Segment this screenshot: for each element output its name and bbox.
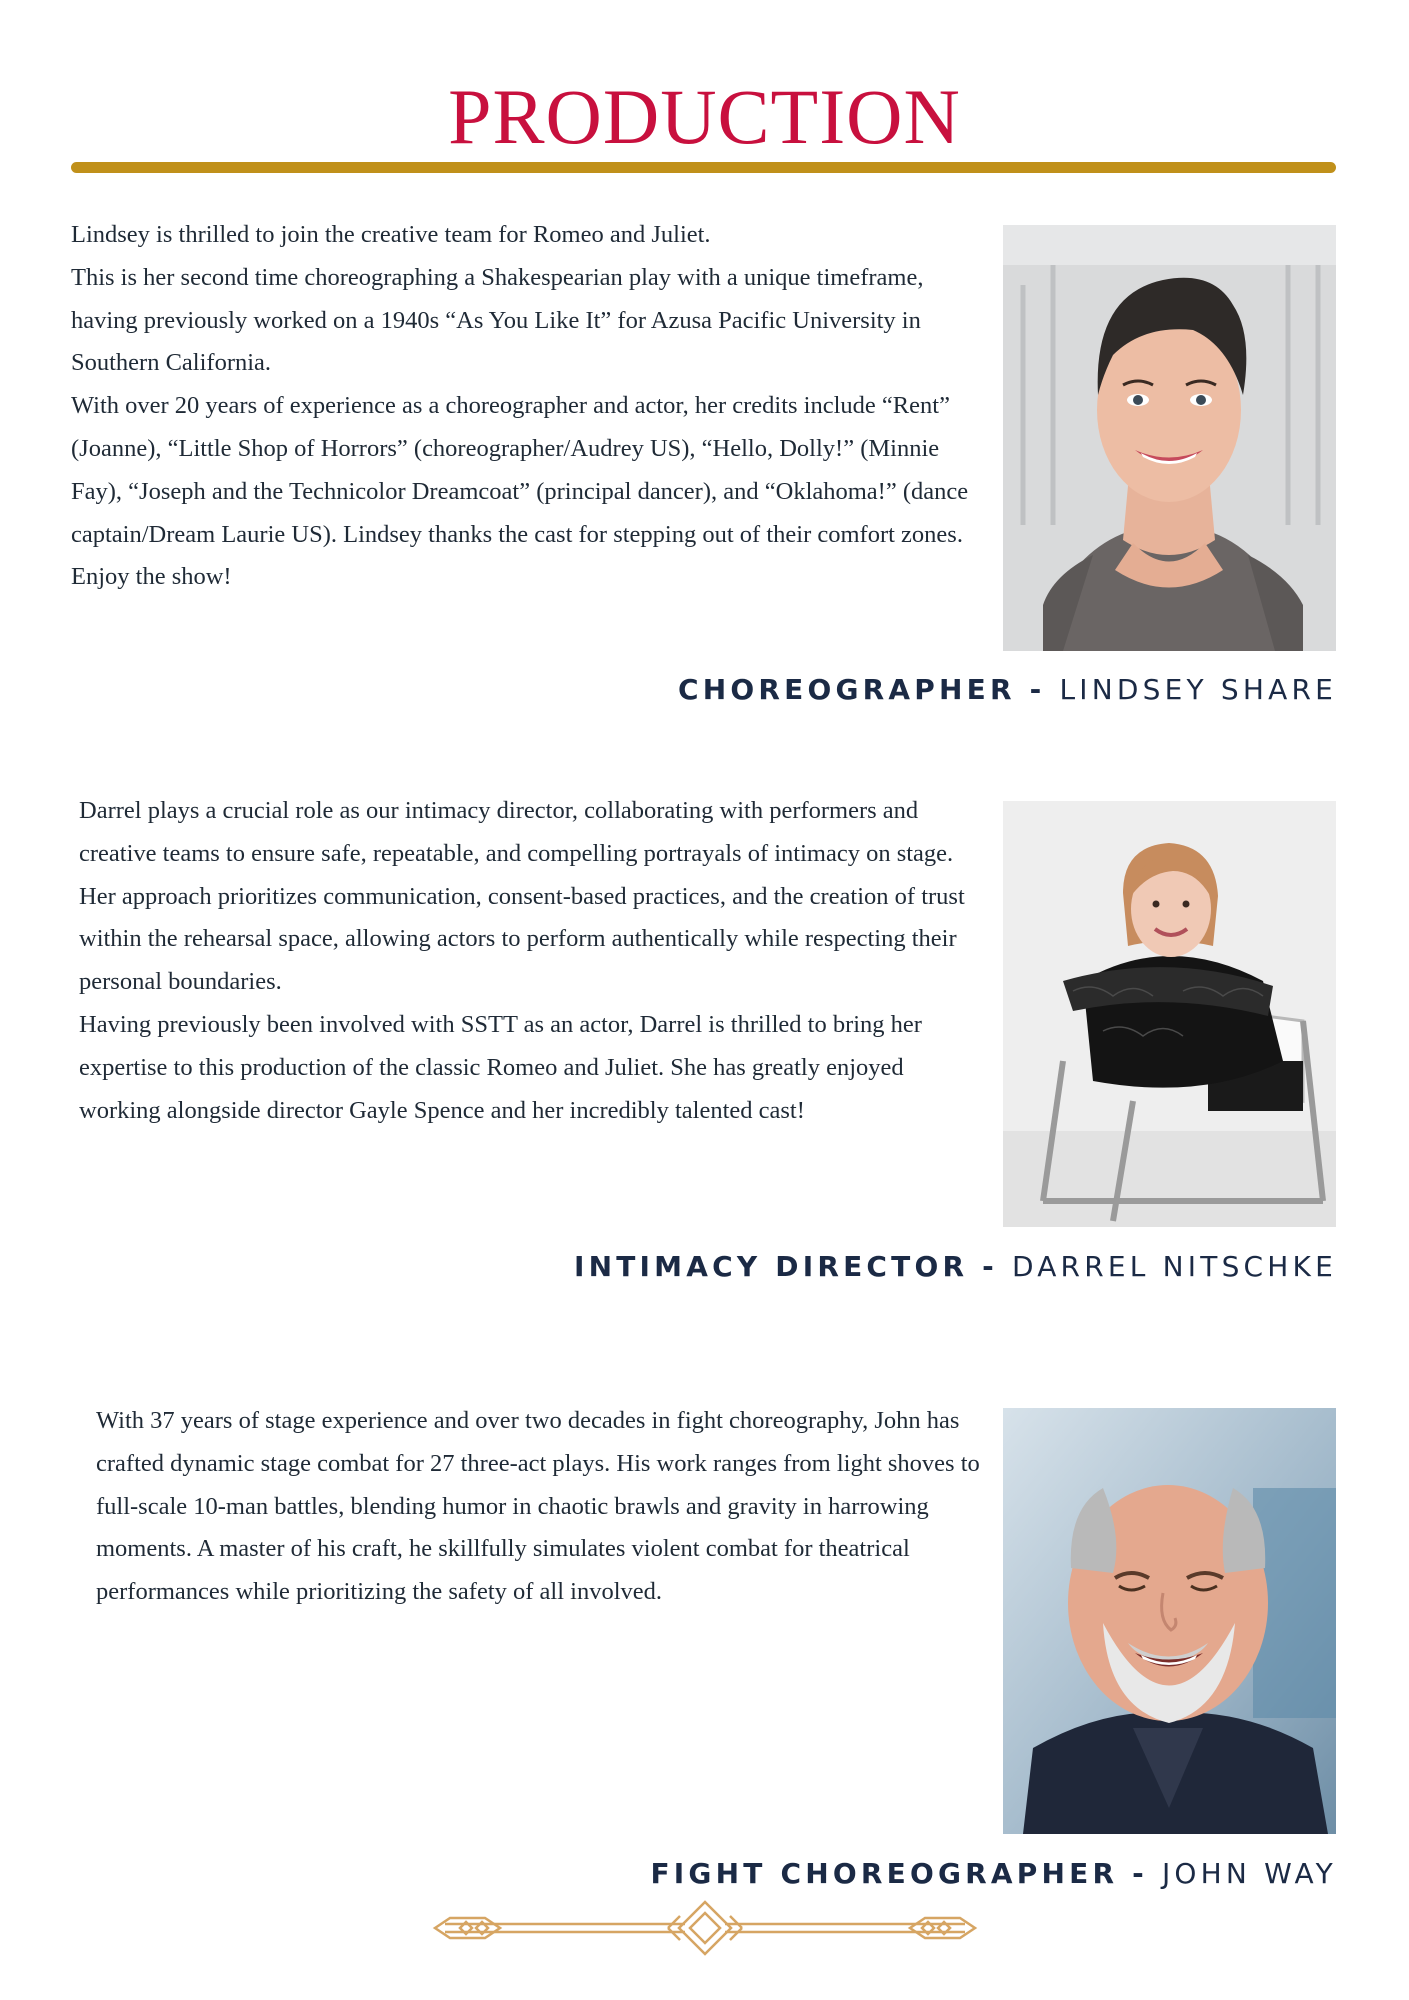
bio-paragraph: With 37 years of stage experience and over two decades in fight choreography, John has crafted dynamic stage combat for 27 three-act plays. His work ranges from light shoves to full-scale 10-man battles, blending humor in chaotic brawls and gravity in harrowing moments. A master of his craft, he skillfully simulates violent combat for theatrical performances while prioritizing the safety of all involved. — [96, 1407, 980, 1606]
choreographer-photo — [1003, 225, 1336, 651]
role-title: INTIMACY DIRECTOR — [573, 1250, 969, 1283]
person-name: JOHN WAY — [1161, 1857, 1337, 1890]
art-deco-ornament — [430, 1900, 980, 1956]
fight-choreographer-photo — [1003, 1408, 1336, 1834]
role-title: CHOREOGRAPHER — [677, 673, 1016, 706]
bio-paragraph: Darrel plays a crucial role as our intimacy director, collaborating with performers and creative teams to ensure safe, repeatable, and compelling portrayals of intimacy on stage. Her approach prioritizes communication, consent-based practices, and the creation of trust within the rehearsal space, allowing actors to perform authentically while respecting their personal boundaries. — [79, 797, 965, 996]
person-name: LINDSEY SHARE — [1059, 673, 1337, 706]
intimacy-director-credit — [574, 1250, 1337, 1283]
page-title: PRODUCTION — [448, 73, 961, 160]
intimacy-director-photo — [1003, 801, 1336, 1227]
choreographer-credit — [678, 673, 1337, 706]
fight-choreographer-bio — [96, 1400, 996, 1614]
credit-separator: - — [968, 1250, 1012, 1283]
bio-paragraph: With over 20 years of experience as a choreographer and actor, her credits include “Rent” (Joanne), “Little Shop of Horrors” (choreographer/Audrey US), “Hello, Dolly!” (Minnie Fay), “Joseph and the Technicolor Dreamcoat” (principal dancer), and “Oklahoma!” (dance captain/Dream Laurie US). Lindsey thanks the cast for stepping out of their comfort zones. Enjoy the show! — [71, 392, 969, 591]
person-name: DARREL NITSCHKE — [1011, 1250, 1337, 1283]
fight-choreographer-credit — [650, 1857, 1337, 1890]
title-divider — [71, 162, 1336, 173]
bio-paragraph: This is her second time choreographing a Shakespearian play with a unique timeframe, having previously worked on a 1940s “As You Like It” for Azusa Pacific University in Southern California. — [71, 263, 924, 377]
role-title: FIGHT CHOREOGRAPHER — [650, 1857, 1119, 1890]
intimacy-director-bio — [79, 790, 979, 1132]
choreographer-bio — [71, 214, 971, 599]
bio-paragraph: Lindsey is thrilled to join the creative team for Romeo and Juliet. — [71, 221, 711, 248]
bio-paragraph: Having previously been involved with SSTT as an actor, Darrel is thrilled to bring her expertise to this production of the classic Romeo and Juliet. She has greatly enjoyed working alongside director Gayle Spence and her incredibly talented cast! — [79, 1010, 922, 1124]
credit-separator: - — [1118, 1857, 1162, 1890]
credit-separator: - — [1015, 673, 1060, 706]
